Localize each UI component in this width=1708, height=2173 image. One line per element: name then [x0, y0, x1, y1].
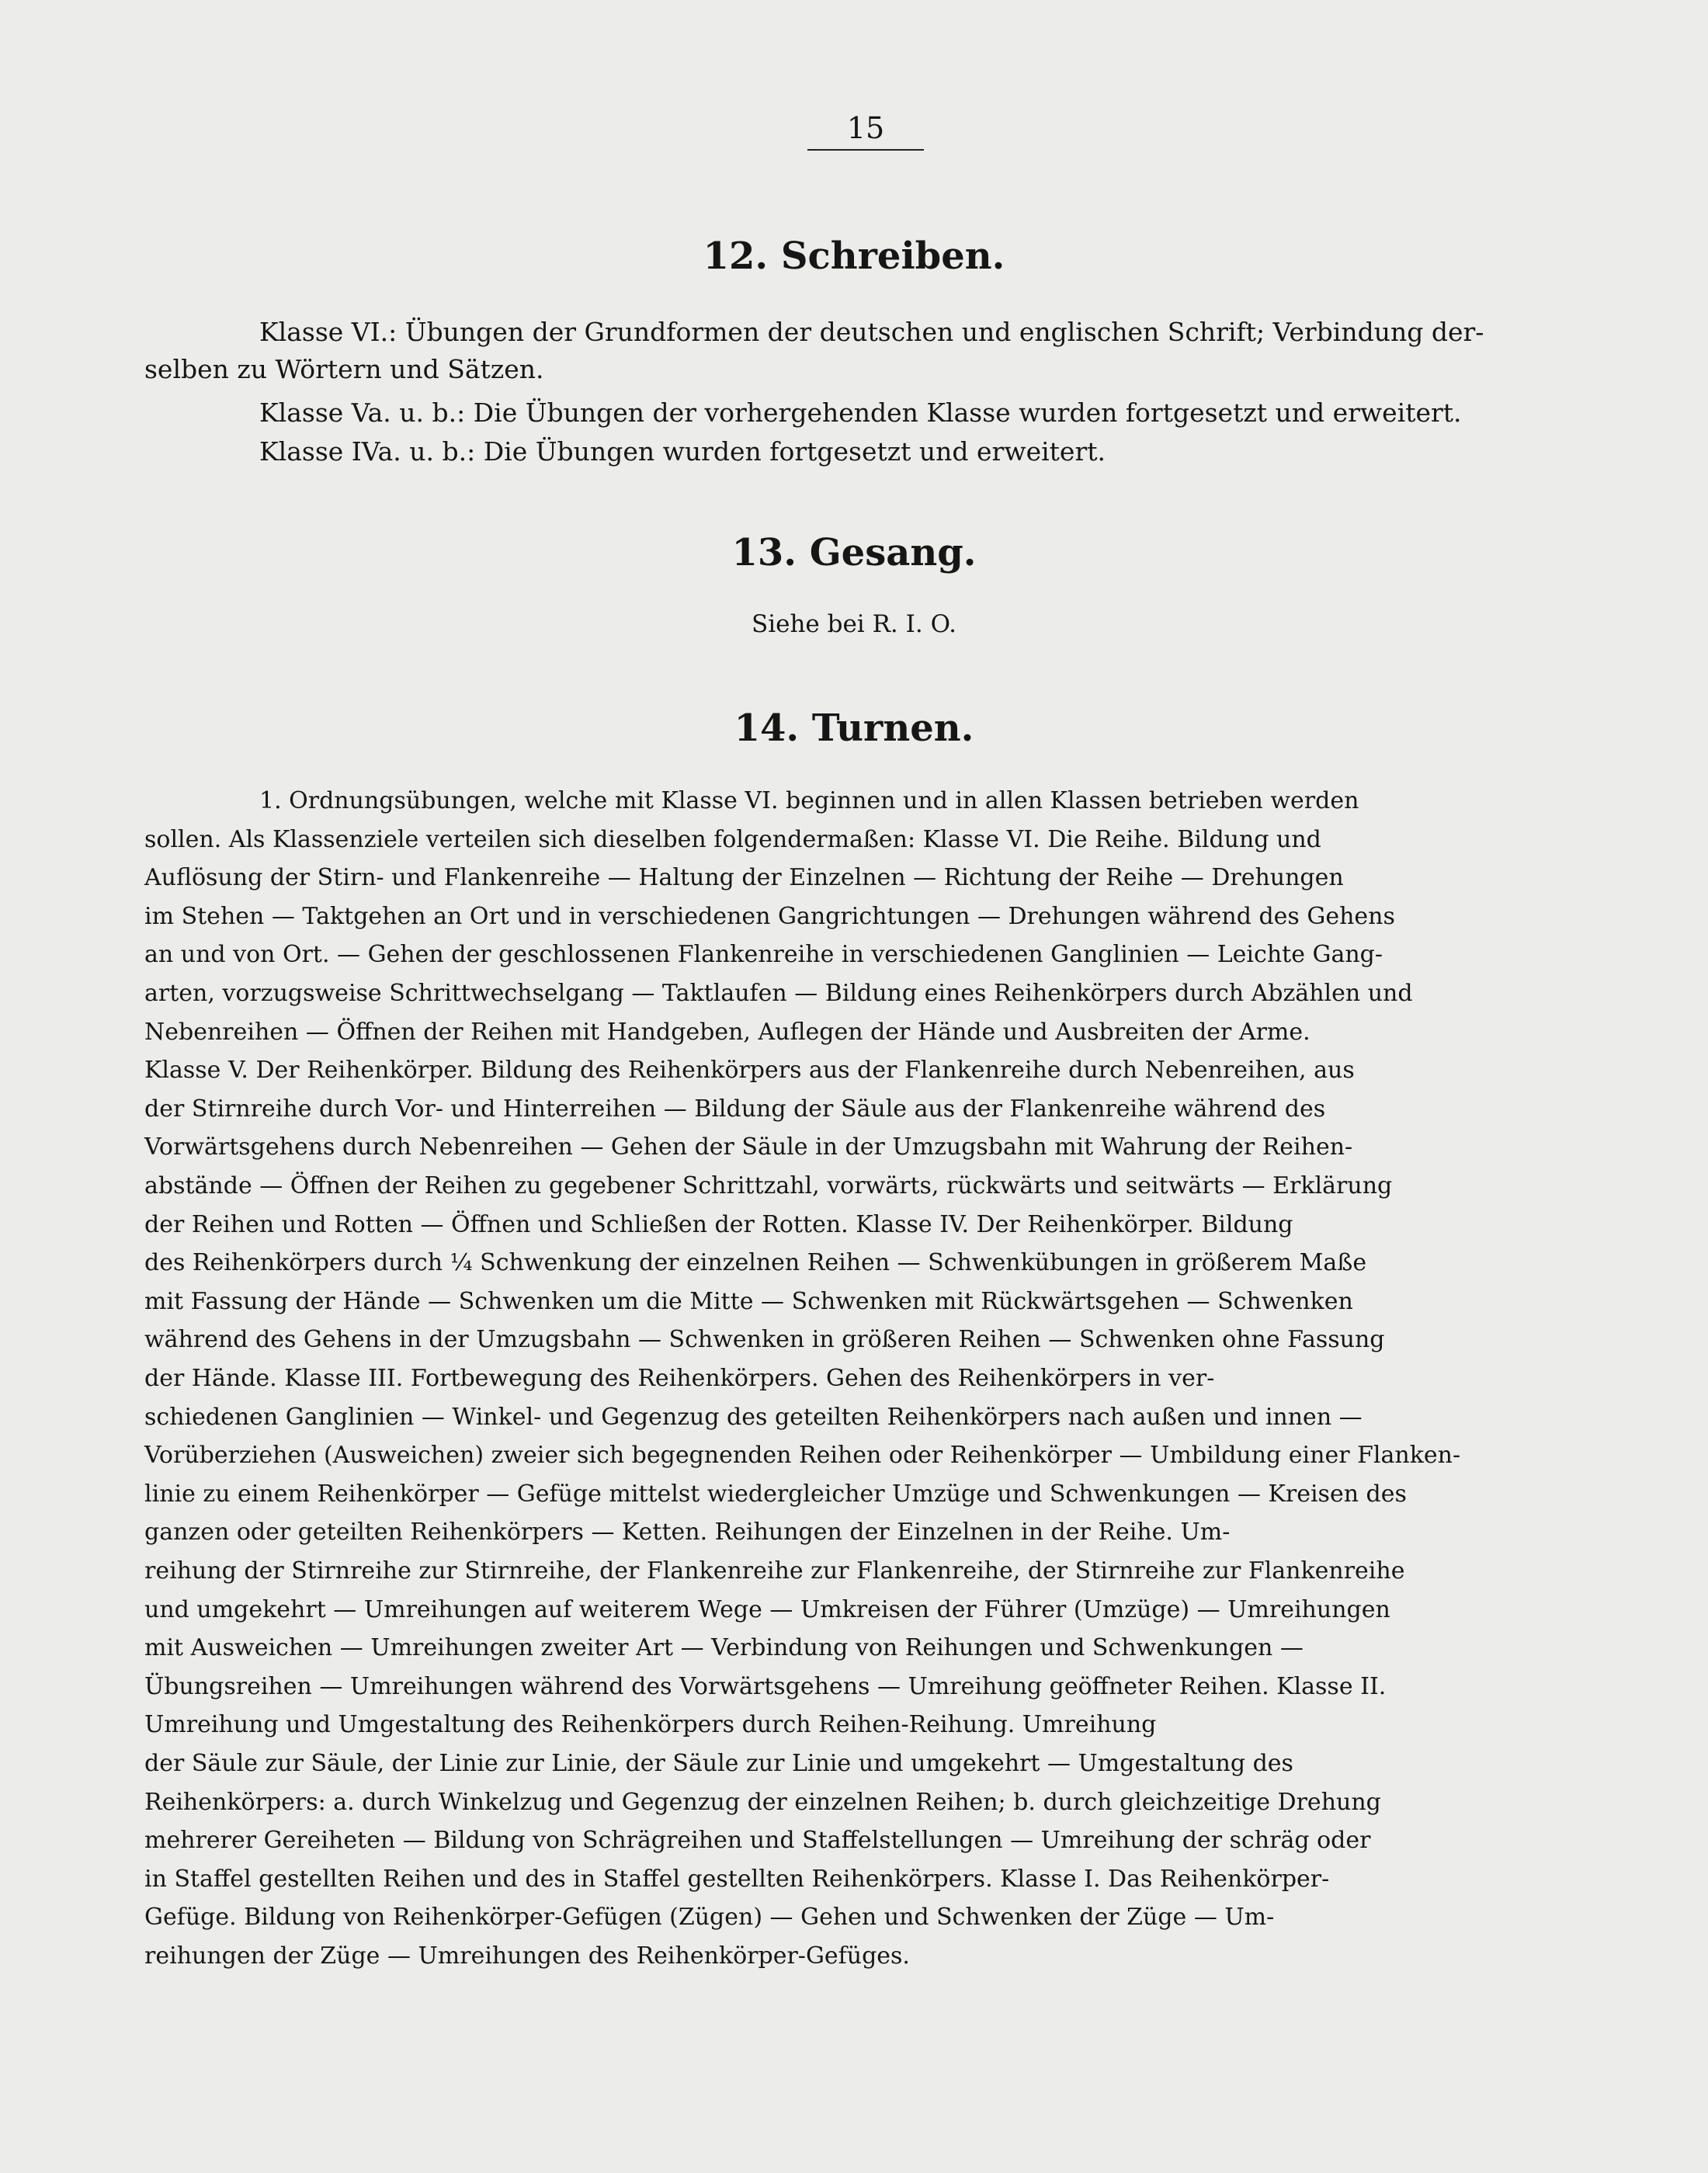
schreiben-line-4: Klasse IVa. u. b.: Die Übungen wurden fortgesetzt und erweitert.	[259, 436, 1106, 467]
turnen-line: mit Ausweichen — Umreihungen zweiter Art — Verbindung von Reihungen und Schwenkungen —	[144, 1634, 1304, 1662]
turnen-line: Vorüberziehen (Ausweichen) zweier sich begegnenden Reihen oder Reihenkörper — Umbildung einer Flanken-	[144, 1442, 1461, 1470]
gesang-note: Siehe bei R. I. O.	[751, 610, 957, 638]
turnen-line: in Staffel gestellten Reihen und des in Staffel gestellten Reihenkörpers. Klasse I. Das Reihenkörper-	[144, 1865, 1330, 1893]
turnen-line: Gefüge. Bildung von Reihenkörper-Gefügen (Zügen) — Gehen und Schwenken der Züge — Um-	[144, 1904, 1275, 1932]
turnen-line: und umgekehrt — Umreihungen auf weiterem Wege — Umkreisen der Führer (Umzüge) — Umreihungen	[144, 1595, 1390, 1623]
turnen-line: 1. Ordnungsübungen, welche mit Klasse VI. beginnen und in allen Klassen betrieben werden	[259, 787, 1359, 814]
turnen-line: mit Fassung der Hände — Schwenken um die Mitte — Schwenken mit Rückwärtsgehen — Schwenken	[144, 1287, 1353, 1315]
turnen-line: an und von Ort. — Gehen der geschlossenen Flankenreihe in verschiedenen Ganglinien — Leichte Gang-	[144, 941, 1383, 969]
turnen-line: linie zu einem Reihenkörper — Gefüge mittelst wiedergleicher Umzüge und Schwenkungen — Kreisen des	[144, 1480, 1407, 1508]
turnen-line: reihungen der Züge — Umreihungen des Reihenkörper-Gefüges.	[144, 1942, 910, 1970]
turnen-line: Vorwärtsgehens durch Nebenreihen — Gehen der Säule in der Umzugsbahn mit Wahrung der Reihen-	[144, 1133, 1353, 1161]
turnen-line: im Stehen — Taktgehen an Ort und in verschiedenen Gangrichtungen — Drehungen während des Gehens	[144, 902, 1395, 930]
turnen-line: des Reihenkörpers durch ¼ Schwenkung der einzelnen Reihen — Schwenkübungen in größerem Maße	[144, 1249, 1367, 1277]
page-number: 15	[846, 111, 885, 145]
turnen-line: während des Gehens in der Umzugsbahn — Schwenken in größeren Reihen — Schwenken ohne Fassung	[144, 1326, 1385, 1354]
turnen-line: Klasse V. Der Reihenkörper. Bildung des Reihenkörpers aus der Flankenreihe durch Nebenreihen, aus	[144, 1057, 1355, 1085]
section-heading-schreiben: 12. Schreiben.	[703, 234, 1005, 278]
turnen-line: Reihenkörpers: a. durch Winkelzug und Gegenzug der einzelnen Reihen; b. durch gleichzeitige Drehung	[144, 1788, 1381, 1816]
schreiben-line-3: Klasse Va. u. b.: Die Übungen der vorhergehenden Klasse wurden fortgesetzt und erweitert.	[259, 397, 1462, 428]
turnen-line: abstände — Öffnen der Reihen zu gegebener Schrittzahl, vorwärts, rückwärts und seitwärts — Erklärung	[144, 1172, 1393, 1199]
turnen-line: der Hände. Klasse III. Fortbewegung des Reihenkörpers. Gehen des Reihenkörpers in ver-	[144, 1365, 1215, 1392]
turnen-line: der Reihen und Rotten — Öffnen und Schließen der Rotten. Klasse IV. Der Reihenkörper. Bildung	[144, 1210, 1293, 1238]
turnen-line: der Säule zur Säule, der Linie zur Linie, der Säule zur Linie und umgekehrt — Umgestaltung des	[144, 1750, 1293, 1777]
turnen-line: sollen. Als Klassenziele verteilen sich dieselben folgendermaßen: Klasse VI. Die Reihe. Bildung und	[144, 825, 1321, 853]
turnen-line: arten, vorzugsweise Schrittwechselgang — Taktlaufen — Bildung eines Reihenkörpers durch Abzählen und	[144, 980, 1413, 1007]
turnen-line: Umreihung und Umgestaltung des Reihenkörpers durch Reihen-Reihung. Umreihung	[144, 1711, 1157, 1739]
turnen-line: reihung der Stirnreihe zur Stirnreihe, der Flankenreihe zur Flankenreihe, der Stirnreihe zur Flankenreihe	[144, 1557, 1405, 1585]
turnen-line: schiedenen Ganglinien — Winkel- und Gegenzug des geteilten Reihenkörpers nach außen und innen —	[144, 1403, 1363, 1431]
page-number-rule	[807, 149, 924, 151]
turnen-line: ganzen oder geteilten Reihenkörpers — Ketten. Reihungen der Einzelnen in der Reihe. Um-	[144, 1519, 1231, 1546]
turnen-line: mehrerer Gereiheten — Bildung von Schrägreihen und Staffelstellungen — Umreihung der schräg oder	[144, 1827, 1371, 1855]
schreiben-line-2: selben zu Wörtern und Sätzen.	[144, 354, 544, 384]
turnen-line: Übungsreihen — Umreihungen während des Vorwärtsgehens — Umreihung geöffneter Reihen. Klasse II.	[144, 1672, 1387, 1700]
turnen-line: der Stirnreihe durch Vor- und Hinterreihen — Bildung der Säule aus der Flankenreihe während des	[144, 1095, 1326, 1123]
section-heading-gesang: 13. Gesang.	[731, 531, 977, 574]
section-heading-turnen: 14. Turnen.	[734, 706, 974, 750]
turnen-line: Auflösung der Stirn- und Flankenreihe — Haltung der Einzelnen — Richtung der Reihe — Drehungen	[144, 864, 1344, 892]
turnen-line: Nebenreihen — Öffnen der Reihen mit Handgeben, Auflegen der Hände und Ausbreiten der Arme.	[144, 1018, 1311, 1046]
schreiben-line-1: Klasse VI.: Übungen der Grundformen der deutschen und englischen Schrift; Verbindung der-	[259, 317, 1484, 347]
